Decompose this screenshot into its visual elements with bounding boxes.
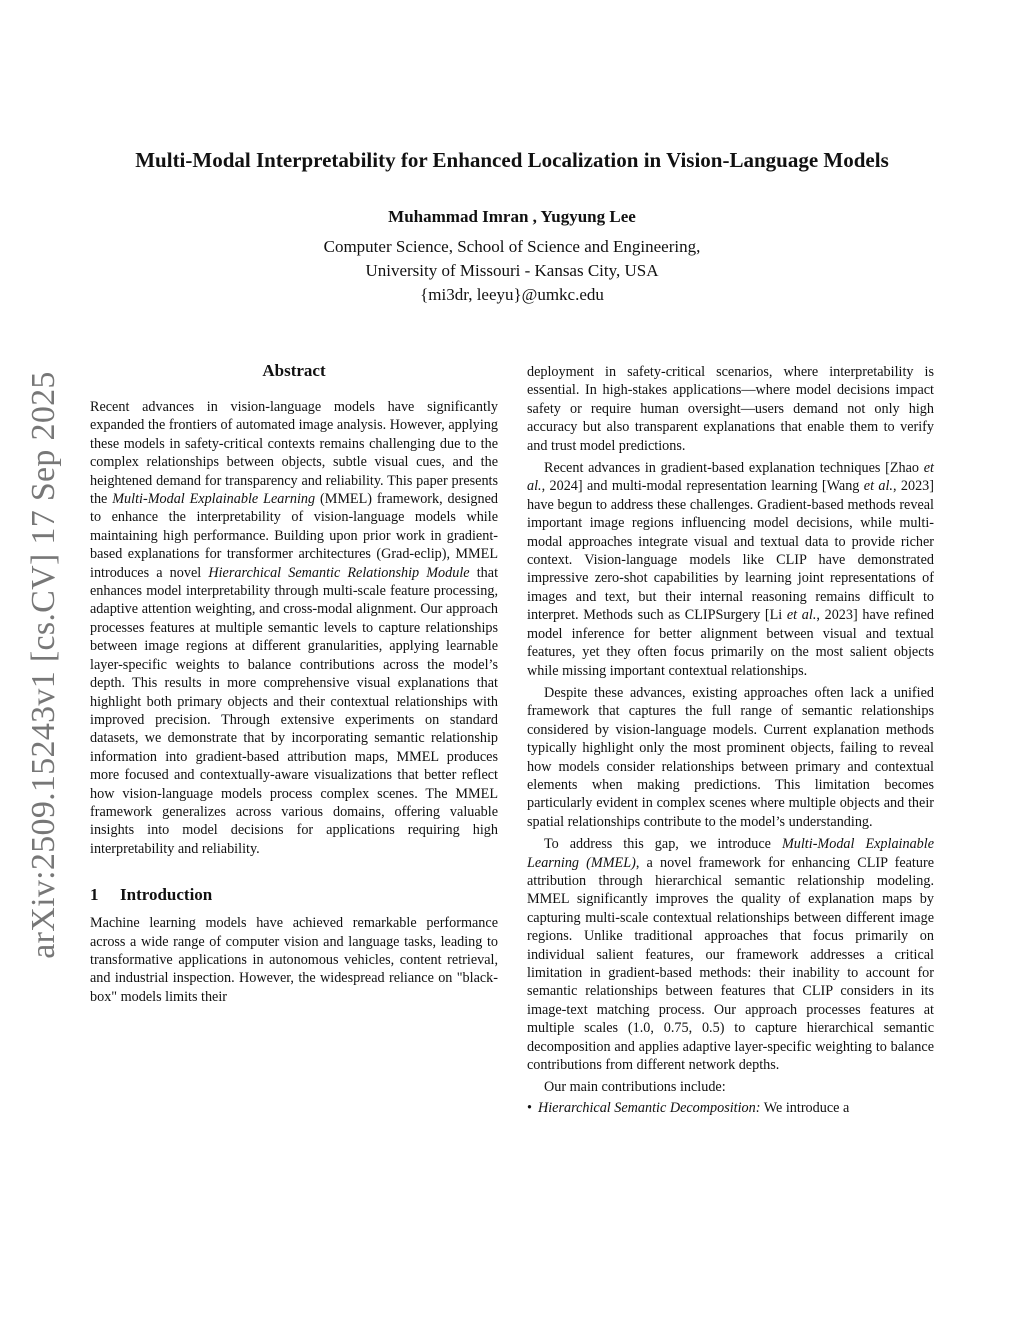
- section-number: 1: [90, 885, 99, 905]
- contribution-bullet: [527, 1099, 934, 1117]
- abstract-text-part-c: that enhances model interpretability through multi-scale feature processing, adaptive attention weighting, and cross-modal alignment. Our approach processes features at multiple semantic levels to capture relationships between image regions at different granularities, applying learnable layer-specific weights to balance contributions across the model’s depth. This results in more comprehensive visual explanations that highlight both primary objects and their contextual relationships with improved precision. Through extensive experiments on standard datasets, we demonstrate that by incorporating semantic relationship information into gradient-based attribution maps, MMEL produces more focused and contextually-aware visualizations that better reflect how vision-language models process complex scenes. The MMEL framework generalizes across various domains, offering valuable insights into model decisions for applications requiring high interpretability and reliability.: [90, 564, 499, 857]
- abstract-text: [90, 398, 498, 858]
- para4-text-b: , a novel framework for enhancing CLIP feature attribution through hierarchical semantic relationship modeling. MMEL significantly improves the quality of explanation maps by capturing multi-scale contextual relationships between different image regions. Unlike traditional approaches that focus primarily on individual salient features, our framework addresses a critical limitation in gradient-based methods: their inability to account for semantic relationships between features that CLIP considers in its image-text matching process. Our approach processes features at multiple scales (1.0, 0.75, 0.5) to capture hierarchical semantic decomposition and applies adaptive layer-specific weighting to balance contributions from different network depths.: [527, 854, 934, 1074]
- abstract-text-part-b: (MMEL) framework, designed to enhance the interpretability of vision-language models while maintaining high performance. Building upon prior work in gradient-based explanations for transformer architectures (Grad-eclip), MMEL introduces a novel: [90, 491, 498, 581]
- mmel-intro-paragraph: [527, 835, 934, 1074]
- citation-etal-3: et al.: [786, 607, 817, 624]
- affiliation-block: [0, 235, 1024, 307]
- para2-text-a: Recent advances in gradient-based explanation techniques [Zhao: [544, 460, 924, 477]
- introduction-heading: [90, 884, 498, 906]
- citation-etal-2: et al.: [863, 478, 893, 495]
- related-advances-paragraph: [527, 459, 934, 680]
- para2-text-b: , 2024] and multi-modal representation learning [Wang: [541, 478, 864, 495]
- mmel-italic-name: Multi-Modal Explainable Learning (MMEL): [527, 836, 935, 871]
- introduction-paragraph: Machine learning models have achieved remarkable performance across a wide range of computer vision and language tasks, leading to transformative applications in autonomous vehicles, content retrieval, and industrial inspection. However, the widespread reliance on "black-box" models limits their: [90, 915, 498, 1005]
- arxiv-identifier-stamp: arXiv:2509.15243v1 [cs.CV] 17 Sep 2025: [25, 371, 62, 959]
- abstract-text-part-a: Recent advances in vision-language models have significantly expanded the frontiers of automated image analysis. However, applying these models in safety-critical contexts remains challenging due to the complex relationships between objects, subtle visual cues, and the heightened demand for transparency and reliability. This paper presents the: [90, 399, 498, 508]
- contributions-lead-in: Our main contributions include:: [544, 1079, 726, 1096]
- left-column: [90, 360, 498, 1006]
- paper-title: Multi-Modal Interpretability for Enhanced Localization in Vision-Language Models: [135, 148, 889, 172]
- author-list: Muhammad Imran , Yugyung Lee: [388, 207, 636, 226]
- section-title: Introduction: [120, 885, 213, 905]
- para4-text-a: To address this gap, we introduce: [544, 836, 782, 853]
- intro-continuation-paragraph: deployment in safety-critical scenarios, where interpretability is essential. In high-stakes applications—where model decisions impact safety or require human oversight—users demand not only high accuracy but also transparent explanations that enable them to verify and trust model predictions.: [527, 364, 934, 454]
- abstract-heading: Abstract: [262, 361, 326, 380]
- bullet-body: We introduce a: [760, 1099, 850, 1116]
- para2-text-d: , 2023] have refined model inference for better alignment between visual and textual features, yet they often focus primarily on the most salient objects while missing important contextual relationships.: [527, 607, 934, 679]
- limitations-paragraph: Despite these advances, existing approaches often lack a unified framework that captures the full range of semantic relationships considered by vision-language models. Current explanation methods typically highlight only the most prominent objects, failing to reveal how models consider relationships between primary and contextual elements when making predictions. This limitation becomes particularly evident in complex scenes where multiple objects and their spatial relationships contribute to the model’s understanding.: [527, 684, 934, 830]
- affiliation-line-1: Computer Science, School of Science and Engineering,: [323, 237, 701, 256]
- affiliation-line-2: University of Missouri - Kansas City, USA: [365, 261, 659, 280]
- bullet-italic-title: Hierarchical Semantic Decomposition:: [537, 1099, 761, 1116]
- bullet-marker: •: [527, 1099, 532, 1116]
- bullet-text: [538, 1099, 934, 1117]
- author-email: {mi3dr, leeyu}@umkc.edu: [420, 285, 604, 304]
- right-column: [527, 363, 934, 1117]
- abstract-italic-module-name: Hierarchical Semantic Relationship Module: [208, 564, 470, 581]
- para2-text-c: , 2023] have begun to address these challenges. Gradient-based methods reveal important image regions influencing model decisions, while multi-modal approaches integrate visual and textual data to provide richer context. Vision-language models like CLIP have demonstrated impressive zero-shot capabilities by learning joint representations of images and text, but their internal reasoning remains difficult to interpret. Methods such as CLIPSurgery [Li: [527, 478, 935, 624]
- abstract-italic-framework-name: Multi-Modal Explainable Learning: [112, 491, 316, 508]
- citation-etal-1: et al.: [527, 460, 934, 495]
